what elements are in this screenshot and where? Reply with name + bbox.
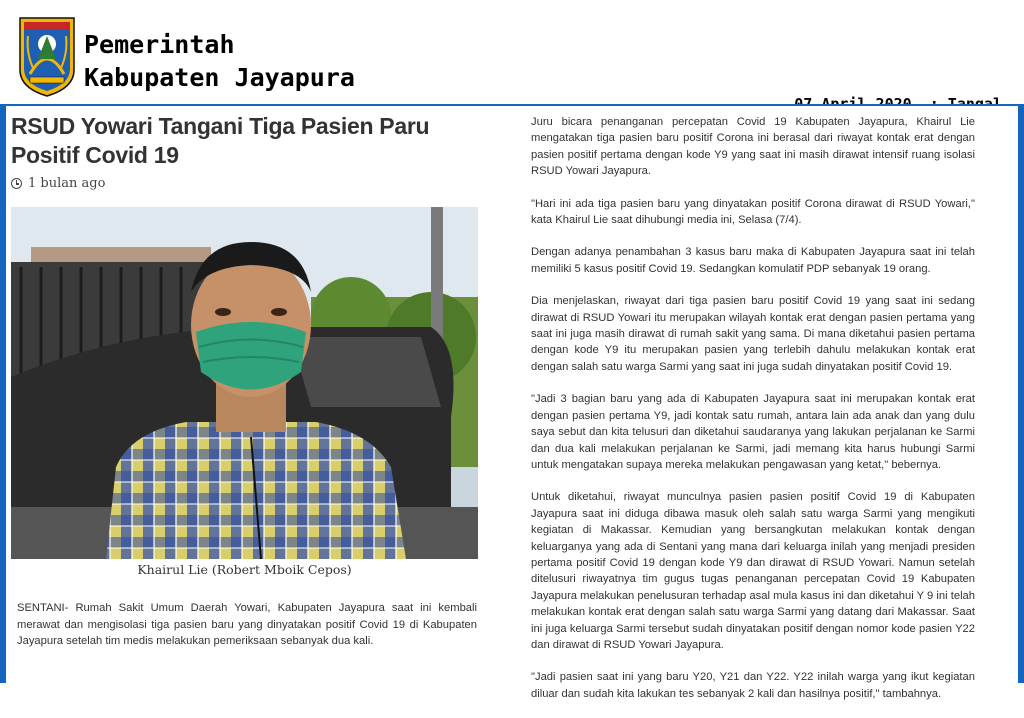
organization-line-2: Kabupaten Jayapura [84,63,355,92]
photo-caption: Khairul Lie (Robert Mboik Cepos) [137,562,352,577]
body-paragraph: "Hari ini ada tiga pasien baru yang dinyatakan positif Corona dirawat di RSUD Yowari," kata Khairul Lie saat dihubungi media ini, Selasa (7/4). [531,197,975,227]
time-ago: 1 bulan ago [28,176,106,191]
body-paragraph: "Jadi pasien saat ini yang baru Y20, Y21 dan Y22. Y22 inilah warga yang ikut kegiatan diluar dan sudah kita lakukan tes sebanyak 2 kali dan hasilnya positif," tambahnya. [531,671,975,700]
article-time [11,176,479,191]
body-paragraph: Dengan adanya penambahan 3 kasus baru maka di Kabupaten Jayapura saat ini telah memiliki 5 kasus positif Covid 19. Sedangkan komulatif PDP sebanyak 19 orang. [531,246,975,275]
article-header [11,112,479,191]
article-body [531,114,975,718]
regency-emblem-icon [16,14,78,98]
article-lead-paragraph: SENTANI- Rumah Sakit Umum Daerah Yowari, Kabupaten Jayapura saat ini kembali merawat dan mengisolasi tiga pasien baru yang dinyatakan positif Covid 19 di Kabupaten Jayapura setelah tim medis melakukan pemeriksaan sebanyak dua kali. [17,602,477,647]
body-paragraph: Juru bicara penanganan percepatan Covid 19 Kabupaten Jayapura, Khairul Lie mengatakan tiga pasien baru positif Corona ini berasal dari riwayat kontak erat dengan pasien positif pertama dengan kode Y9 yang saat ini masih dirawat intensif ruang isolasi RSUD Yowari Jayapura. [531,116,975,178]
page-header [0,0,1024,104]
body-paragraph: Dia menjelaskan, riwayat dari tiga pasien baru positif Covid 19 yang saat ini sedang dirawat di RSUD Yowari itu merupakan wilayah kontak erat dengan pasien pertama yang saat ini juga masih dirawat di rumah sakit yang sama. Di mana diketahui pasien pertama dengan kode Y9 itu merupakan pasien yang terlebih dahulu melakukan kontak erat dengan salah satu warga Sarmi yang saat ini juga sudah dinyatakan positif Covid 19. [531,295,975,373]
article-headline[interactable]: RSUD Yowari Tangani Tiga Pasien Paru Positif Covid 19 [11,113,430,168]
body-paragraph: "Jadi 3 bagian baru yang ada di Kabupaten Jayapura saat ini merupakan kontak erat dengan pasien pertama Y9, jadi kontak satu rumah, antara lain ada anak dan yang dulu saya sebut dan kita telusuri dan diketahui saudaranya yang lakukan perjalanan ke Sarmi dan dua kali melakukan perjalanan ke Sarmi, jadi memang kita harus hubungi Sarmi untuk mengatakan supaya mereka melakukan pengawasan yang ketat," bebernya. [531,393,975,471]
body-paragraph: Untuk diketahui, riwayat munculnya pasien pasien positif Covid 19 di Kabupaten Jayapura saat ini diduga dibawa masuk oleh salah satu warga Sarmi yang mengikuti kegiatan di Makassar. Kemudian yang bersangkutan melakukan kontak dengan keluarganya yang ada di Sentani yang mana dari keluarga inilah yang menjadi presiden pertama positif Covid 19 dengan kode Y9 dan dirawat di RSUD Yowari. Namun setelah ditelusuri riwayatnya tim gugus tugas penanganan percepatan Covid 19 Kabupaten Jayapura melakukan penelusuran terhadap asal mula kasus ini dan diketahui Y 9 ini telah melakukan kontak erat dengan salah satu warga Sarmi yang datang dari Makassar. Saat ini juga keluarga Sarmi tersebut sudah dinyatakan positif dengan nomor kode pasien Y22 dan dirawat di RSUD Yowari Jayapura. [531,491,975,651]
article-photo [11,207,478,559]
organization-line-1: Pemerintah [84,30,235,59]
clock-icon [11,178,22,189]
organization-title [84,28,355,94]
